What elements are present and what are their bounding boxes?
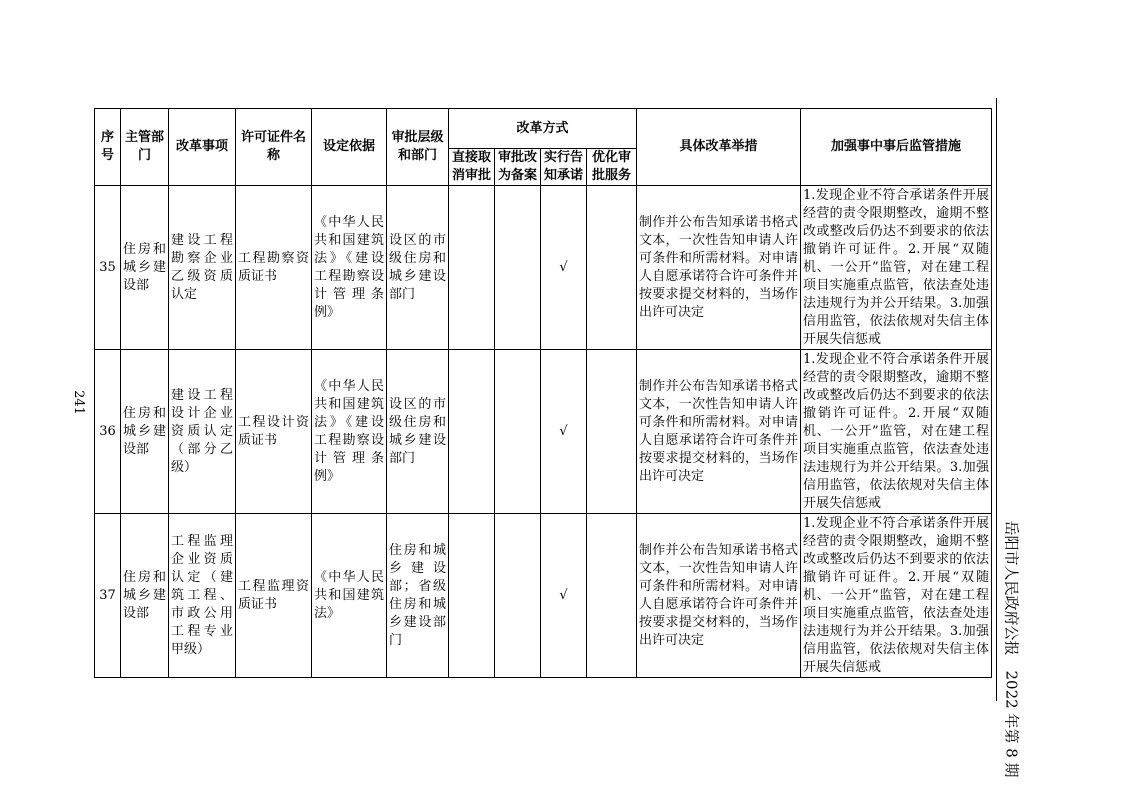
page-number: 241 [70, 390, 86, 415]
header-mode-optimize: 优化审批服务 [587, 149, 637, 186]
cell-supervision: 1.发现企业不符合承诺条件开展经营的责令限期整改，逾期不整改或整改后仍达不到要求的依法撤销许可证件。2.开展“双随机、一公开”监管，对在建工程项目实施重点监管，依法查处违法违规行为并公开结果。3.加强信用监管，依法依规对失信主体开展失信惩戒 [801, 186, 992, 350]
side-divider [996, 98, 997, 701]
header-item: 改革事项 [169, 109, 236, 186]
cell-basis: 《中华人民共和国建筑法》《建设工程勘察设计管理条例》 [312, 186, 387, 350]
table-row [95, 350, 992, 514]
cell-mode-optimize [587, 514, 637, 678]
header-dept: 主管部门 [121, 109, 169, 186]
cell-license: 工程设计资质证书 [236, 350, 312, 514]
cell-mode-commitment: √ [541, 186, 587, 350]
table-row [95, 514, 992, 678]
cell-item: 建设工程设计企业资质认定（部分乙级） [169, 350, 236, 514]
cell-basis: 《中华人民共和国建筑法》 [312, 514, 387, 678]
cell-measures: 制作并公布告知承诺书格式文本，一次性告知申请人许可条件和所需材料。对申请人自愿承诺符合许可条件并按要求提交材料的，当场作出许可决定 [637, 350, 801, 514]
header-mode: 改革方式 [449, 109, 637, 149]
cell-supervision: 1.发现企业不符合承诺条件开展经营的责令限期整改，逾期不整改或整改后仍达不到要求的依法撤销许可证件。2.开展“双随机、一公开”监管，对在建工程项目实施重点监管，依法查处违法违规行为并公开结果。3.加强信用监管，依法依规对失信主体开展失信惩戒 [801, 350, 992, 514]
reform-table [94, 108, 992, 678]
cell-seq: 36 [95, 350, 121, 514]
cell-mode-commitment: √ [541, 514, 587, 678]
publication-header: 岳阳市人民政府公报 2022 年第 8 期 [1002, 520, 1021, 778]
cell-mode-cancel [449, 514, 495, 678]
cell-seq: 35 [95, 186, 121, 350]
cell-measures: 制作并公布告知承诺书格式文本，一次性告知申请人许可条件和所需材料。对申请人自愿承诺符合许可条件并按要求提交材料的，当场作出许可决定 [637, 514, 801, 678]
cell-mode-filing [495, 186, 541, 350]
cell-dept: 住房和城乡建设部 [121, 350, 169, 514]
header-supervision: 加强事中事后监管措施 [801, 109, 992, 186]
header-basis: 设定依据 [312, 109, 387, 186]
cell-dept: 住房和城乡建设部 [121, 514, 169, 678]
cell-mode-cancel [449, 186, 495, 350]
cell-level: 设区的市级住房和城乡建设部门 [387, 350, 449, 514]
cell-license: 工程监理资质证书 [236, 514, 312, 678]
cell-supervision: 1.发现企业不符合承诺条件开展经营的责令限期整改，逾期不整改或整改后仍达不到要求的依法撤销许可证件。2.开展“双随机、一公开”监管，对在建工程项目实施重点监管，依法查处违法违规行为并公开结果。3.加强信用监管，依法依规对失信主体开展失信惩戒 [801, 514, 992, 678]
cell-item: 建设工程勘察企业乙级资质认定 [169, 186, 236, 350]
cell-mode-filing [495, 514, 541, 678]
cell-mode-cancel [449, 350, 495, 514]
cell-level: 设区的市级住房和城乡建设部门 [387, 186, 449, 350]
cell-mode-commitment: √ [541, 350, 587, 514]
cell-license: 工程勘察资质证书 [236, 186, 312, 350]
cell-mode-optimize [587, 186, 637, 350]
header-level: 审批层级和部门 [387, 109, 449, 186]
cell-mode-optimize [587, 350, 637, 514]
header-mode-filing: 审批改为备案 [495, 149, 541, 186]
header-license: 许可证件名称 [236, 109, 312, 186]
cell-seq: 37 [95, 514, 121, 678]
cell-item: 工程监理企业资质认定（建筑工程、市政公用工程专业甲级） [169, 514, 236, 678]
header-mode-commitment: 实行告知承诺 [541, 149, 587, 186]
header-mode-cancel: 直接取消审批 [449, 149, 495, 186]
header-measures: 具体改革举措 [637, 109, 801, 186]
cell-measures: 制作并公布告知承诺书格式文本，一次性告知申请人许可条件和所需材料。对申请人自愿承诺符合许可条件并按要求提交材料的，当场作出许可决定 [637, 186, 801, 350]
table-row [95, 186, 992, 350]
header-seq: 序号 [95, 109, 121, 186]
cell-dept: 住房和城乡建设部 [121, 186, 169, 350]
cell-level: 住房和城乡建设部；省级住房和城乡建设部门 [387, 514, 449, 678]
cell-mode-filing [495, 350, 541, 514]
cell-basis: 《中华人民共和国建筑法》《建设工程勘察设计管理条例》 [312, 350, 387, 514]
